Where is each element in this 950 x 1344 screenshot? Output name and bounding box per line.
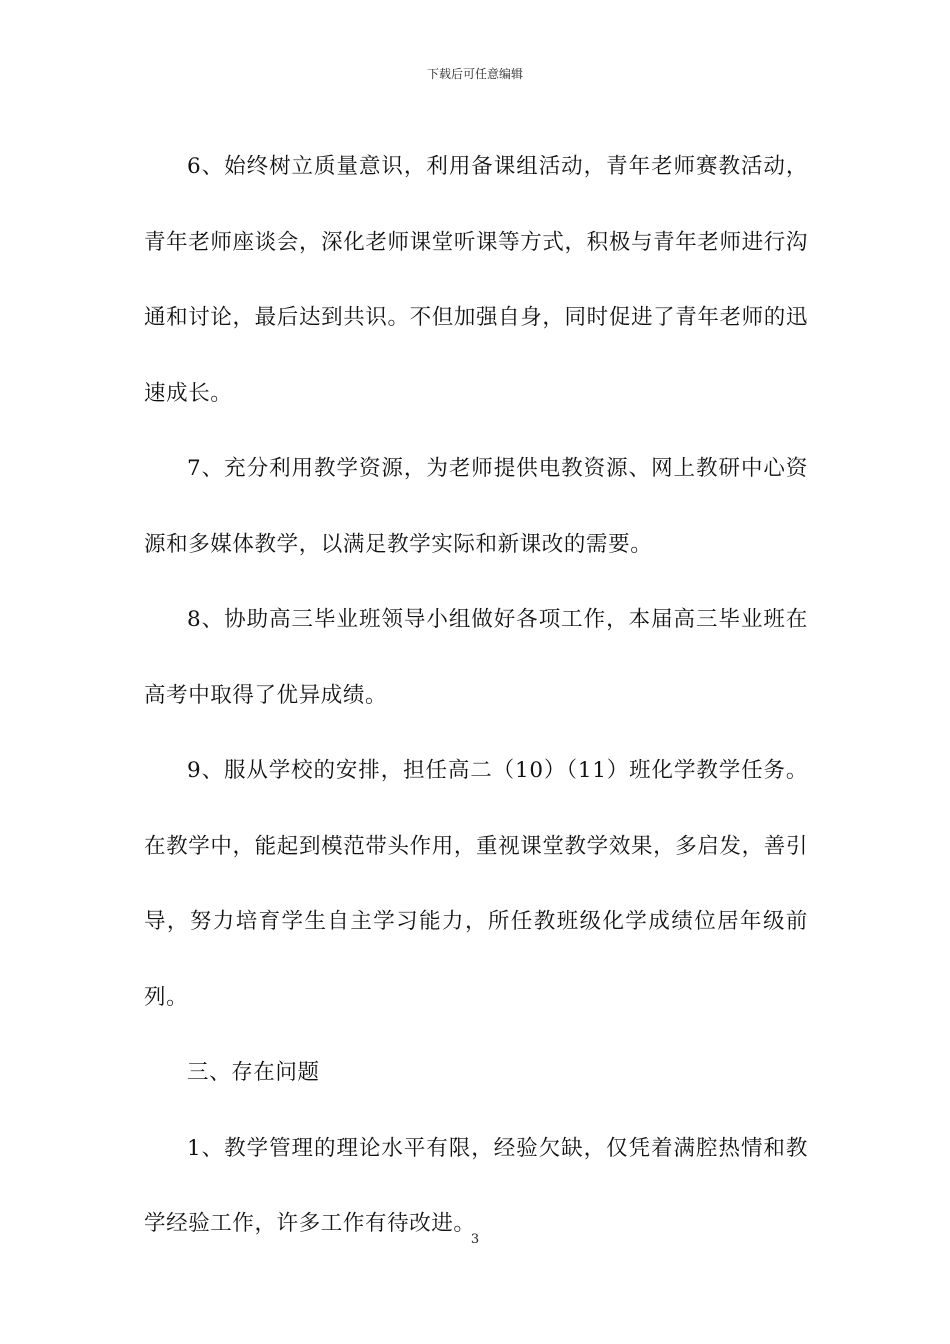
- paragraph-item-7: 7、充分利用教学资源，为老师提供电教资源、网上教研中心资源和多媒体教学，以满足教学实际和新课改的需要。: [144, 456, 808, 557]
- section-heading: 三、存在问题: [187, 1060, 320, 1085]
- paragraph-item-9: 9、服从学校的安排，担任高二（10）（11）班化学教学任务。在教学中，能起到模范带头作用，重视课堂教学效果，多启发，善引导，努力培育学生自主学习能力，所任教班级化学成绩位居年级前列。: [144, 758, 808, 1010]
- document-body: [144, 129, 808, 1262]
- page-number: 3: [470, 1232, 480, 1247]
- paragraph-issue-1: 1、教学管理的理论水平有限，经验欠缺，仅凭着满腔热情和教学经验工作，许多工作有待改进。: [144, 1135, 808, 1236]
- paragraph-item-8: 8、协助高三毕业班领导小组做好各项工作，本届高三毕业班在高考中取得了优异成绩。: [144, 607, 808, 708]
- paragraph-item-6: 6、始终树立质量意识，利用备课组活动，青年老师赛教活动，青年老师座谈会，深化老师课堂听课等方式，积极与青年老师进行沟通和讨论，最后达到共识。不但加强自身，同时促进了青年老师的迅速成长。: [144, 154, 808, 406]
- page-header: 下载后可任意编辑: [426, 67, 523, 81]
